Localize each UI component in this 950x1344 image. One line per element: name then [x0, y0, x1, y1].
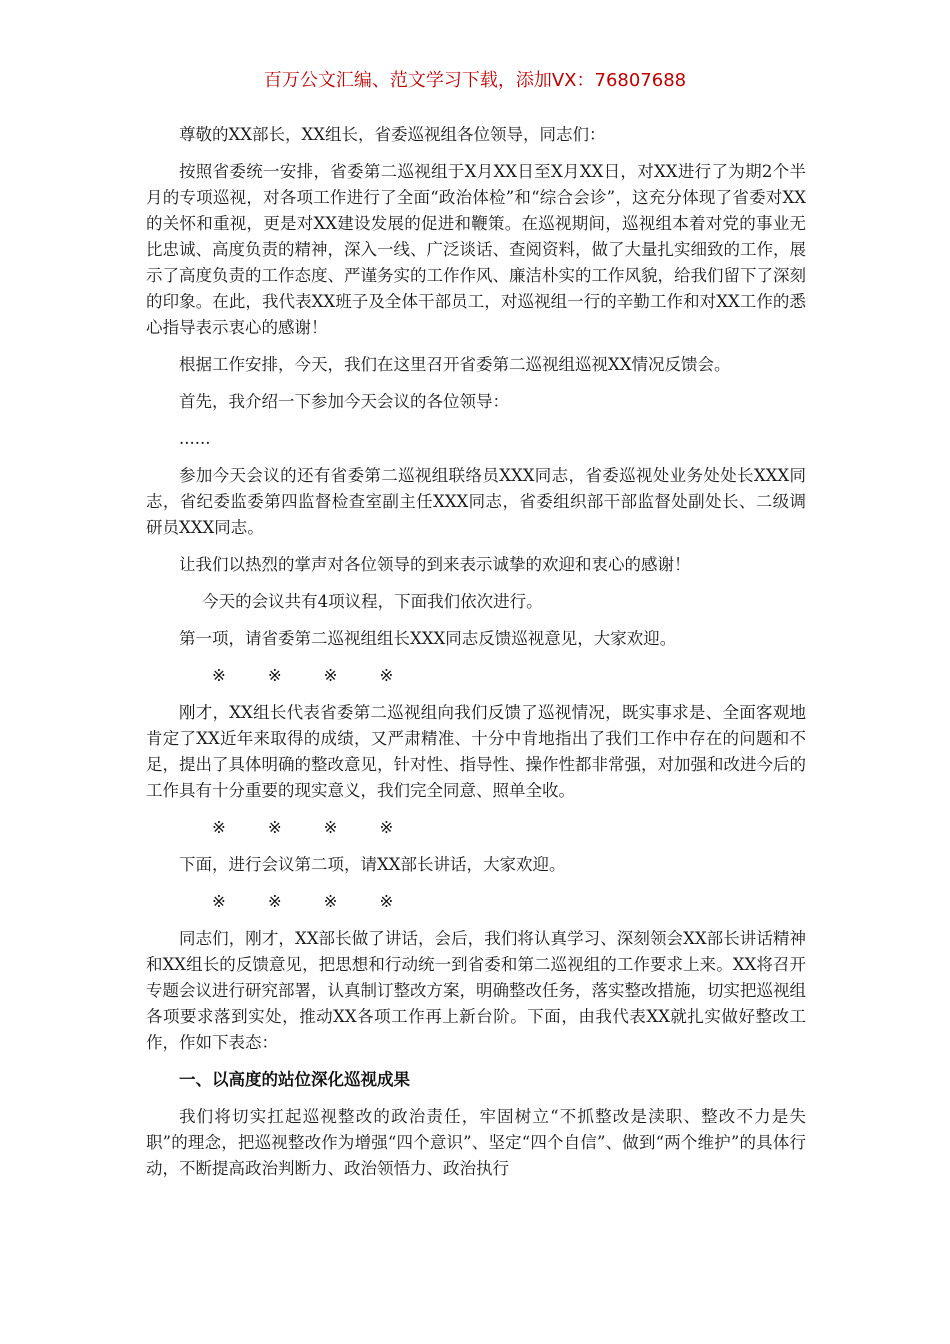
- header-banner: 百万公文汇编、范文学习下载，添加VX：76807688: [263, 70, 687, 91]
- paragraph-2: 根据工作安排，今天，我们在这里召开省委第二巡视组巡视XX情况反馈会。: [179, 355, 731, 374]
- paragraph-6: 今天的会议共有4项议程，下面我们依次进行。: [202, 592, 543, 611]
- reference-mark-icon: ※: [212, 818, 226, 837]
- paragraph-8: 刚才，XX组长代表省委第二巡视组向我们反馈了巡视情况，既实事求是、全面客观地肯定了XX近年来取得的成绩，又严肃精准、十分中肯地指出了我们工作中存在的问题和不足，提出了具体明确的整改意见，针对性、指导性、操作性都非常强，对加强和改进今后的工作具有十分重要的现实意义，我们完全同意、照单全收。: [146, 703, 806, 800]
- separator-marks-3: [146, 889, 806, 915]
- paragraph-1: 按照省委统一安排，省委第二巡视组于X月XX日至X月XX日，对XX进行了为期2个半月的专项巡视，对各项工作进行了全面“政治体检”和“综合会诊”，这充分体现了省委对XX的关怀和重视，更是对XX建设发展的促进和鞭策。在巡视期间，巡视组本着对党的事业无比忠诚、高度负责的精神，深入一线、广泛谈话、查阅资料，做了大量扎实细致的工作，展示了高度负责的工作态度、严谨务实的工作作风、廉洁朴实的工作风貌，给我们留下了深刻的印象。在此，我代表XX班子及全体干部员工，对巡视组一行的辛勤工作和对XX工作的悉心指导表示衷心的感谢！: [146, 162, 806, 337]
- ellipsis: ......: [179, 429, 211, 448]
- paragraph-4: 参加今天会议的还有省委第二巡视组联络员XXX同志，省委巡视处业务处处长XXX同志，省纪委监委第四监督检查室副主任XXX同志，省委组织部干部监督处副处长、二级调研员XXX同志。: [146, 466, 806, 537]
- separator-marks-1: [146, 663, 806, 689]
- reference-mark-icon: ※: [212, 666, 226, 685]
- paragraph-11: 我们将切实扛起巡视整改的政治责任，牢固树立“不抓整改是渎职、整改不力是失职”的理念，把巡视整改作为增强“四个意识”、坚定“四个自信”、做到“两个维护”的具体行动，不断提高政治判断力、政治领悟力、政治执行: [146, 1107, 806, 1178]
- separator-marks-2: [146, 815, 806, 841]
- paragraph-5: 让我们以热烈的掌声对各位领导的到来表示诚挚的欢迎和衷心的感谢！: [179, 555, 691, 574]
- reference-mark-icon: ※: [267, 666, 282, 685]
- salutation: 尊敬的XX部长，XX组长，省委巡视组各位领导，同志们：: [179, 125, 606, 144]
- document-body: [146, 122, 806, 1193]
- reference-mark-icon: ※: [267, 892, 282, 911]
- paragraph-10: 同志们，刚才，XX部长做了讲话，会后，我们将认真学习、深刻领会XX部长讲话精神和XX组长的反馈意见，把思想和行动统一到省委和第二巡视组的工作要求上来。XX将召开专题会议进行研究部署，认真制订整改方案，明确整改任务，落实整改措施，切实把巡视组各项要求落到实处，推动XX各项工作再上新台阶。下面，由我代表XX就扎实做好整改工作，作如下表态：: [146, 929, 806, 1052]
- reference-mark-icon: ※: [212, 892, 226, 911]
- paragraph-3: 首先，我介绍一下参加今天会议的各位领导：: [179, 392, 509, 411]
- reference-mark-icon: ※: [379, 892, 394, 911]
- reference-mark-icon: ※: [323, 892, 338, 911]
- reference-mark-icon: ※: [323, 666, 338, 685]
- paragraph-7: 第一项，请省委第二巡视组组长XXX同志反馈巡视意见，大家欢迎。: [179, 629, 677, 648]
- section-heading-1: 一、以高度的站位深化巡视成果: [179, 1070, 410, 1089]
- paragraph-9: 下面，进行会议第二项，请XX部长讲话，大家欢迎。: [179, 855, 566, 874]
- reference-mark-icon: ※: [267, 818, 282, 837]
- reference-mark-icon: ※: [323, 818, 338, 837]
- reference-mark-icon: ※: [379, 666, 394, 685]
- reference-mark-icon: ※: [379, 818, 394, 837]
